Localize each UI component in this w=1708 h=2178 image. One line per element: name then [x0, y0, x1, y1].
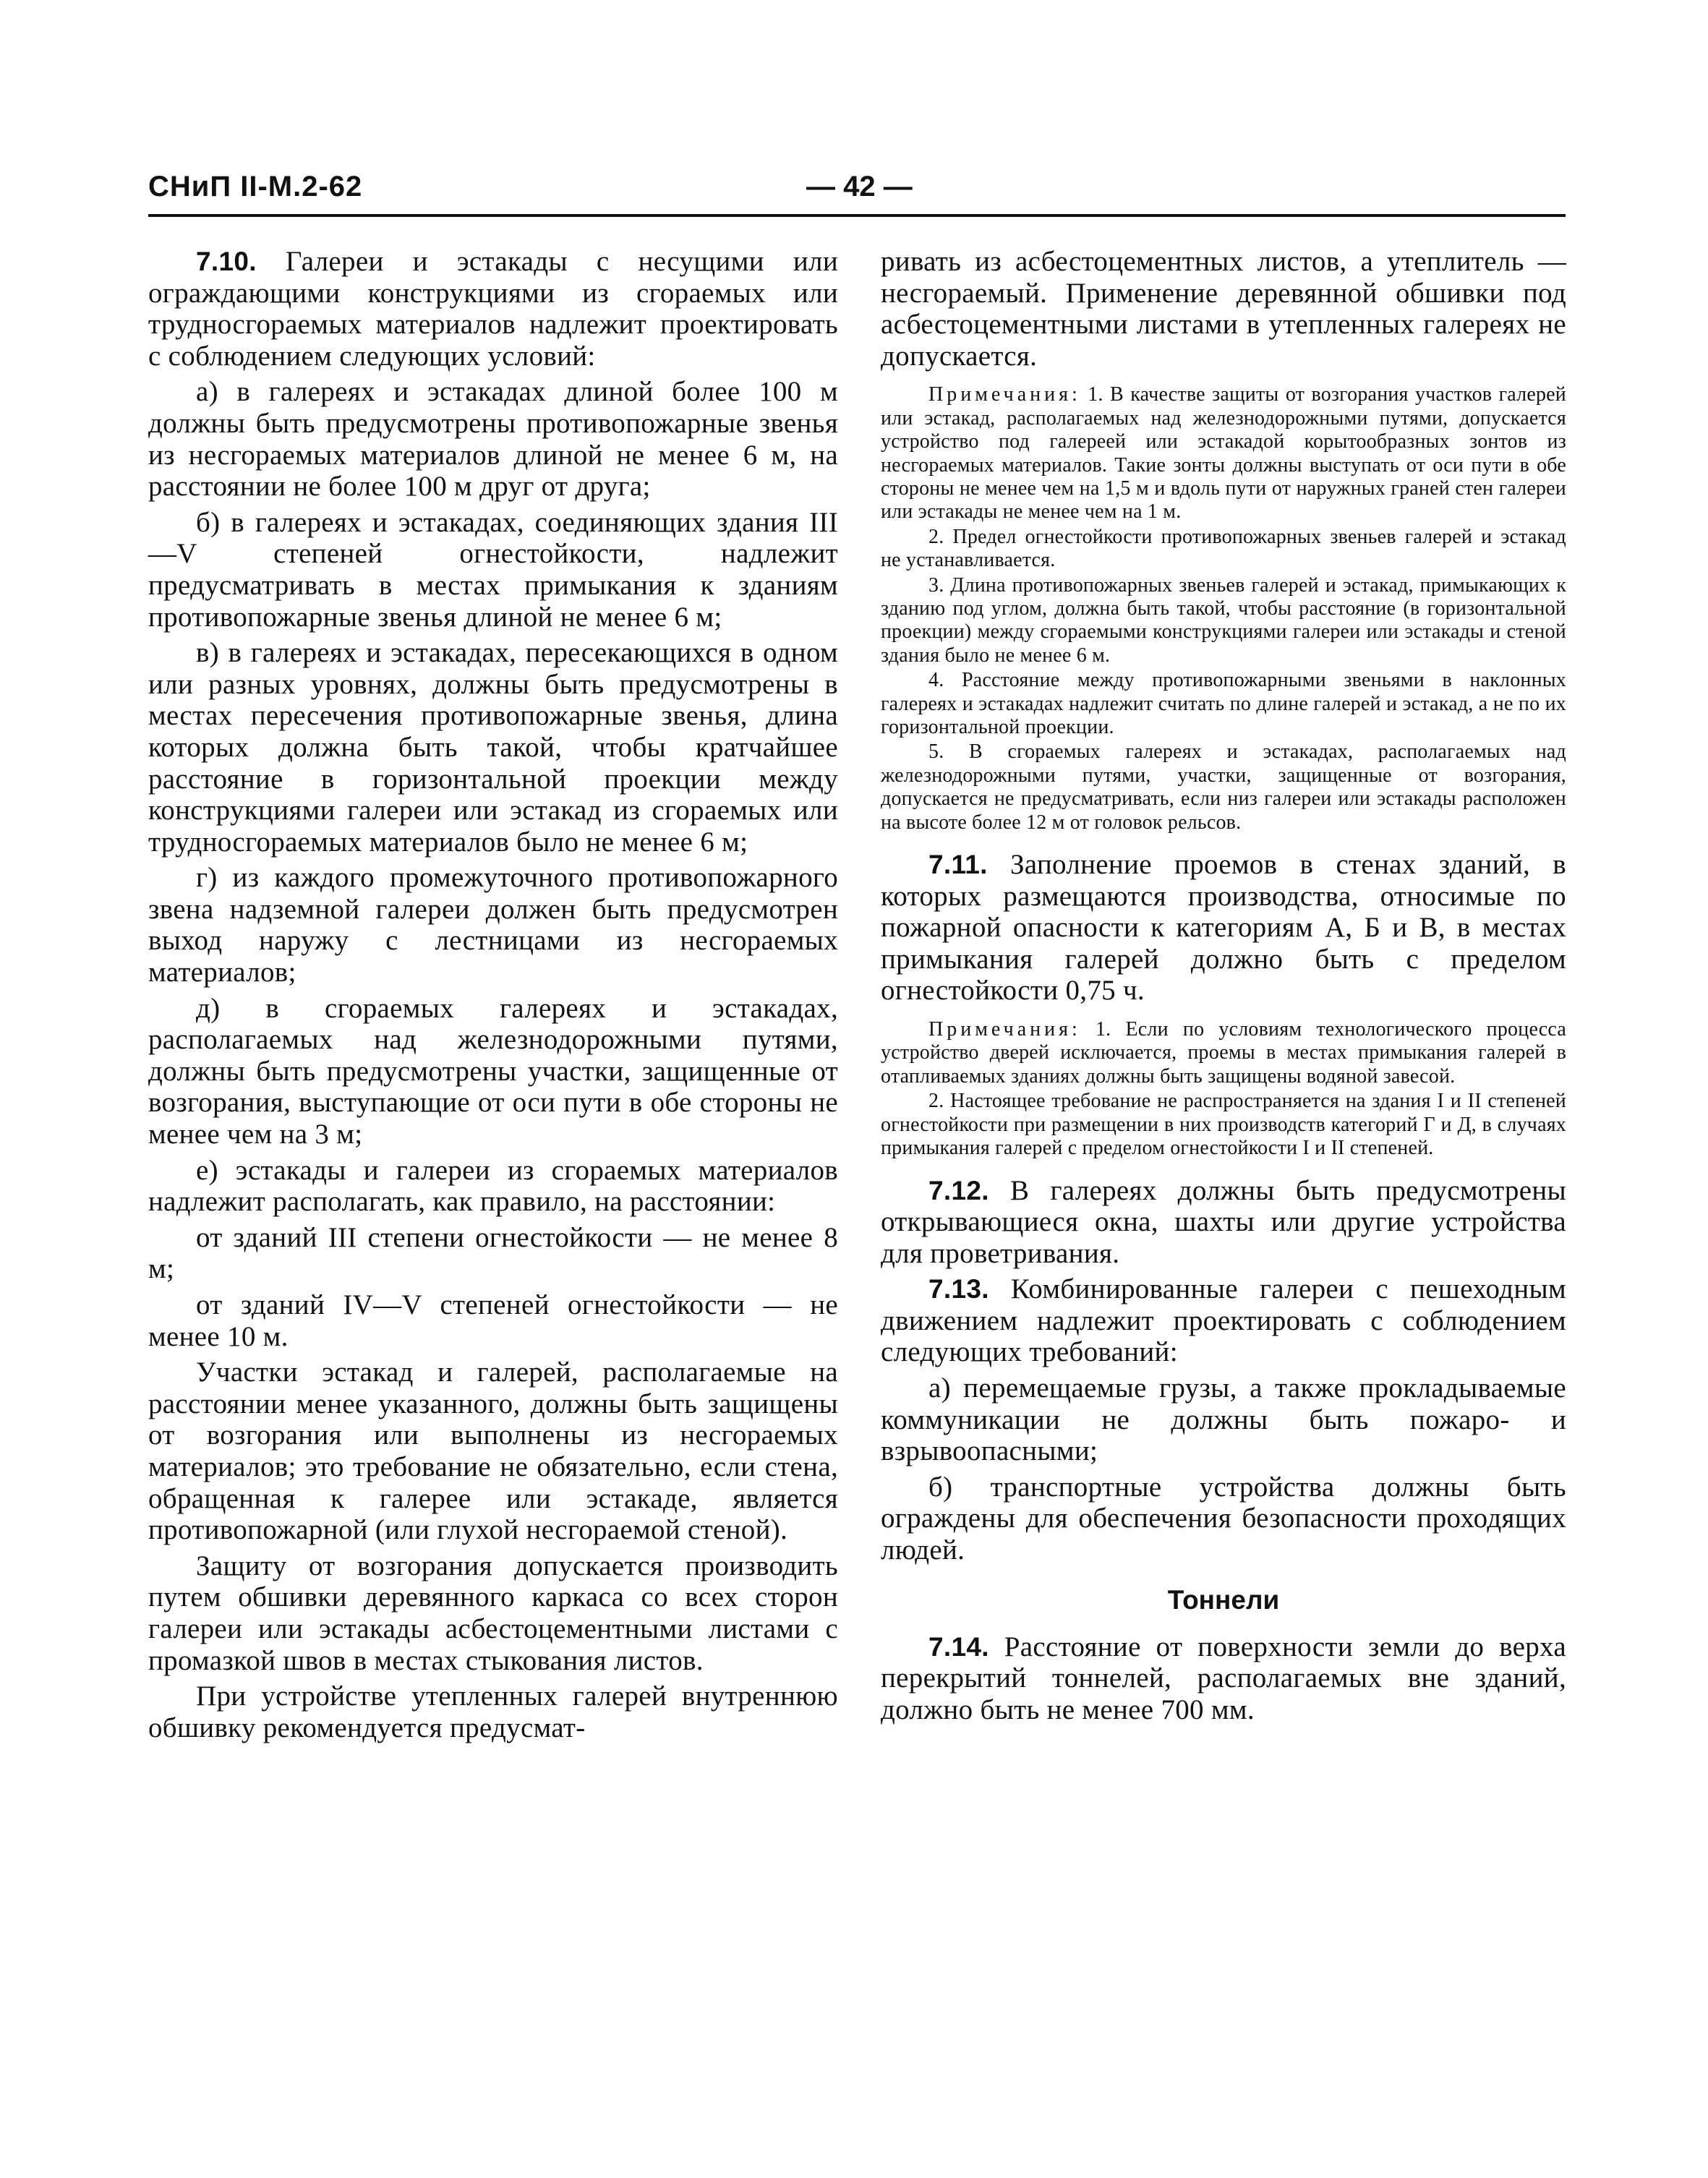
clause-number: 7.12.	[928, 1175, 989, 1205]
clause-number: 7.13.	[928, 1274, 989, 1304]
note-text: 1. В качестве защиты от возгорания участков галерей или эстакад, располагаемых над железнодорожными путями, допускается устройство под галереей или эстакадой корытообразных зонтов из несгораемых материалов. Такие зонты должны выступать от оси пути в обе стороны не менее чем на 1,5 м и вдоль пути от наружных граней стен галереи или эстакады не менее чем на 1 м.	[881, 383, 1566, 524]
clause-number: 7.10.	[196, 247, 257, 276]
clause-text: Комбинированные галереи с пешеходным движением надлежит проектировать с соблюдением следующих требований:	[881, 1273, 1566, 1368]
clause-7-14	[881, 1631, 1566, 1726]
note-1	[881, 383, 1566, 524]
notes-block-1	[881, 383, 1566, 834]
section-heading: Тоннели	[1167, 1584, 1280, 1615]
list-item-g: г) из каждого промежуточного противопожарного звена надземной галереи должен быть предусмотрен выход наружу с лестницами из несгораемых материалов;	[148, 862, 838, 988]
note-4: 4. Расстояние между противопожарными звеньями в наклонных галереях и эстакадах надлежит считать по длине галерей и эстакад, а не по их горизонтальной проекции.	[881, 669, 1566, 739]
notes-block-2	[881, 1018, 1566, 1160]
continuation-paragraph: ривать из асбестоцементных листов, а утеплитель — несгораемый. Применение деревянной обшивки под асбестоцементными листами в утепленных галереях не допускается.	[881, 246, 1566, 372]
notes-label: Примечания:	[928, 383, 1081, 406]
paragraph-protection: Защиту от возгорания допускается производить путем обшивки деревянного каркаса со всех сторон галереи или эстакады асбестоцементными листами с промазкой швов в местах стыкования листов.	[148, 1550, 838, 1676]
list-item-v: в) в галереях и эстакадах, пересекающихся в одном или разных уровнях, должны быть предусмотрены в местах пересечения противопожарные звенья, длина которых должна быть такой, чтобы кратчайшее расстояние в горизонтальной проекции между конструкциями галереи или эстакад из сгораемых или трудносгораемых материалов было не менее 6 м;	[148, 637, 838, 858]
clause-text: Галереи и эстакады с несущими или ограждающими конструкциями из сгораемых или трудносгораемых материалов надлежит проектировать с соблюдением следующих условий:	[148, 246, 838, 372]
page-number: — 42 —	[806, 171, 913, 202]
clause-number: 7.14.	[928, 1631, 989, 1662]
paragraph-insulated: При устройстве утепленных галерей внутреннюю обшивку рекомендуется предусмат-	[148, 1681, 838, 1743]
header-rule	[148, 214, 1566, 217]
notes-label: Примечания:	[928, 1018, 1081, 1041]
note-3: 3. Длина противопожарных звеньев галерей и эстакад, примыкающих к зданию под углом, должна быть такой, чтобы расстояние (в горизонтальной проекции) между сгораемыми конструкциями галереи или эстакады и стеной здания было не менее 6 м.	[881, 573, 1566, 667]
document-code: СНиП II-М.2-62	[148, 171, 363, 202]
list-item-b: б) в галереях и эстакадах, соединяющих здания III—V степеней огнестойкости, надлежит предусматривать в местах примыкания к зданиям противопожарные звенья длиной не менее 6 м;	[148, 506, 838, 633]
list-item-e: е) эстакады и галереи из сгораемых материалов надлежит располагать, как правило, на расстоянии:	[148, 1154, 838, 1218]
note-2: 2. Предел огнестойкости противопожарных звеньев галерей и эстакад не устанавливается.	[881, 525, 1566, 572]
list-item-b: б) транспортные устройства должны быть ограждены для обеспечения безопасности проходящих людей.	[881, 1471, 1566, 1566]
distance-line-1: от зданий III степени огнестойкости — не менее 8 м;	[148, 1221, 838, 1285]
note-text: 1. Если по условиям технологического процесса устройство дверей исключается, проемы в местах примыкания галерей в отапливаемых зданиях должны быть защищены водяной завесой.	[881, 1018, 1566, 1088]
clause-7-13	[881, 1273, 1566, 1368]
page-header	[148, 171, 1566, 217]
clause-number: 7.11.	[928, 850, 988, 880]
clause-text: Расстояние от поверхности земли до верха перекрытий тоннелей, располагаемых вне зданий, должно быть не менее 700 мм.	[881, 1631, 1566, 1725]
left-column	[148, 246, 838, 1748]
paragraph-sections: Участки эстакад и галерей, располагаемые на расстоянии менее указанного, должны быть защищены от возгорания или выполнены из несгораемых материалов; это требование не обязательно, если стена, обращенная к галерее или эстакаде, является противопожарной (или глухой несгораемой стеной).	[148, 1357, 838, 1546]
note-5: 5. В сгораемых галереях и эстакадах, располагаемых над железнодорожными путями, участки, защищенные от возгорания, допускается не предусматривать, если низ галереи или эстакады расположен на высоте более 12 м от головок рельсов.	[881, 740, 1566, 834]
distance-line-2: от зданий IV—V степеней огнестойкости — не менее 10 м.	[148, 1289, 838, 1352]
clause-7-10	[148, 246, 838, 372]
clause-7-12	[881, 1175, 1566, 1270]
clause-7-11	[881, 849, 1566, 1007]
note-1	[881, 1018, 1566, 1088]
clause-text: В галереях должны быть предусмотрены открывающиеся окна, шахты или другие устройства для проветривания.	[881, 1174, 1566, 1269]
clause-text: Заполнение проемов в стенах зданий, в которых размещаются производства, относимые по пожарной опасности к категориям А, Б и В, в местах примыкания галерей должно быть с пределом огнестойкости 0,75 ч.	[881, 849, 1566, 1007]
note-2: 2. Настоящее требование не распространяется на здания I и II степеней огнестойкости при размещении в них производств категорий Г и Д, в случаях примыкания галерей с пределом огнестойкости I и II степеней.	[881, 1090, 1566, 1160]
list-item-a: а) в галереях и эстакадах длиной более 100 м должны быть предусмотрены противопожарные звенья из несгораемых материалов длиной не менее 6 м, на расстоянии не более 100 м друг от друга;	[148, 376, 838, 503]
right-column	[881, 246, 1566, 1730]
list-item-d: д) в сгораемых галереях и эстакадах, располагаемых над железнодорожными путями, должны быть предусмотрены участки, защищенные от возгорания, выступающие от оси пути в обе стороны не менее чем на 3 м;	[148, 992, 838, 1150]
list-item-a: а) перемещаемые грузы, а также прокладываемые коммуникации не должны быть пожаро- и взрывоопасными;	[881, 1372, 1566, 1467]
